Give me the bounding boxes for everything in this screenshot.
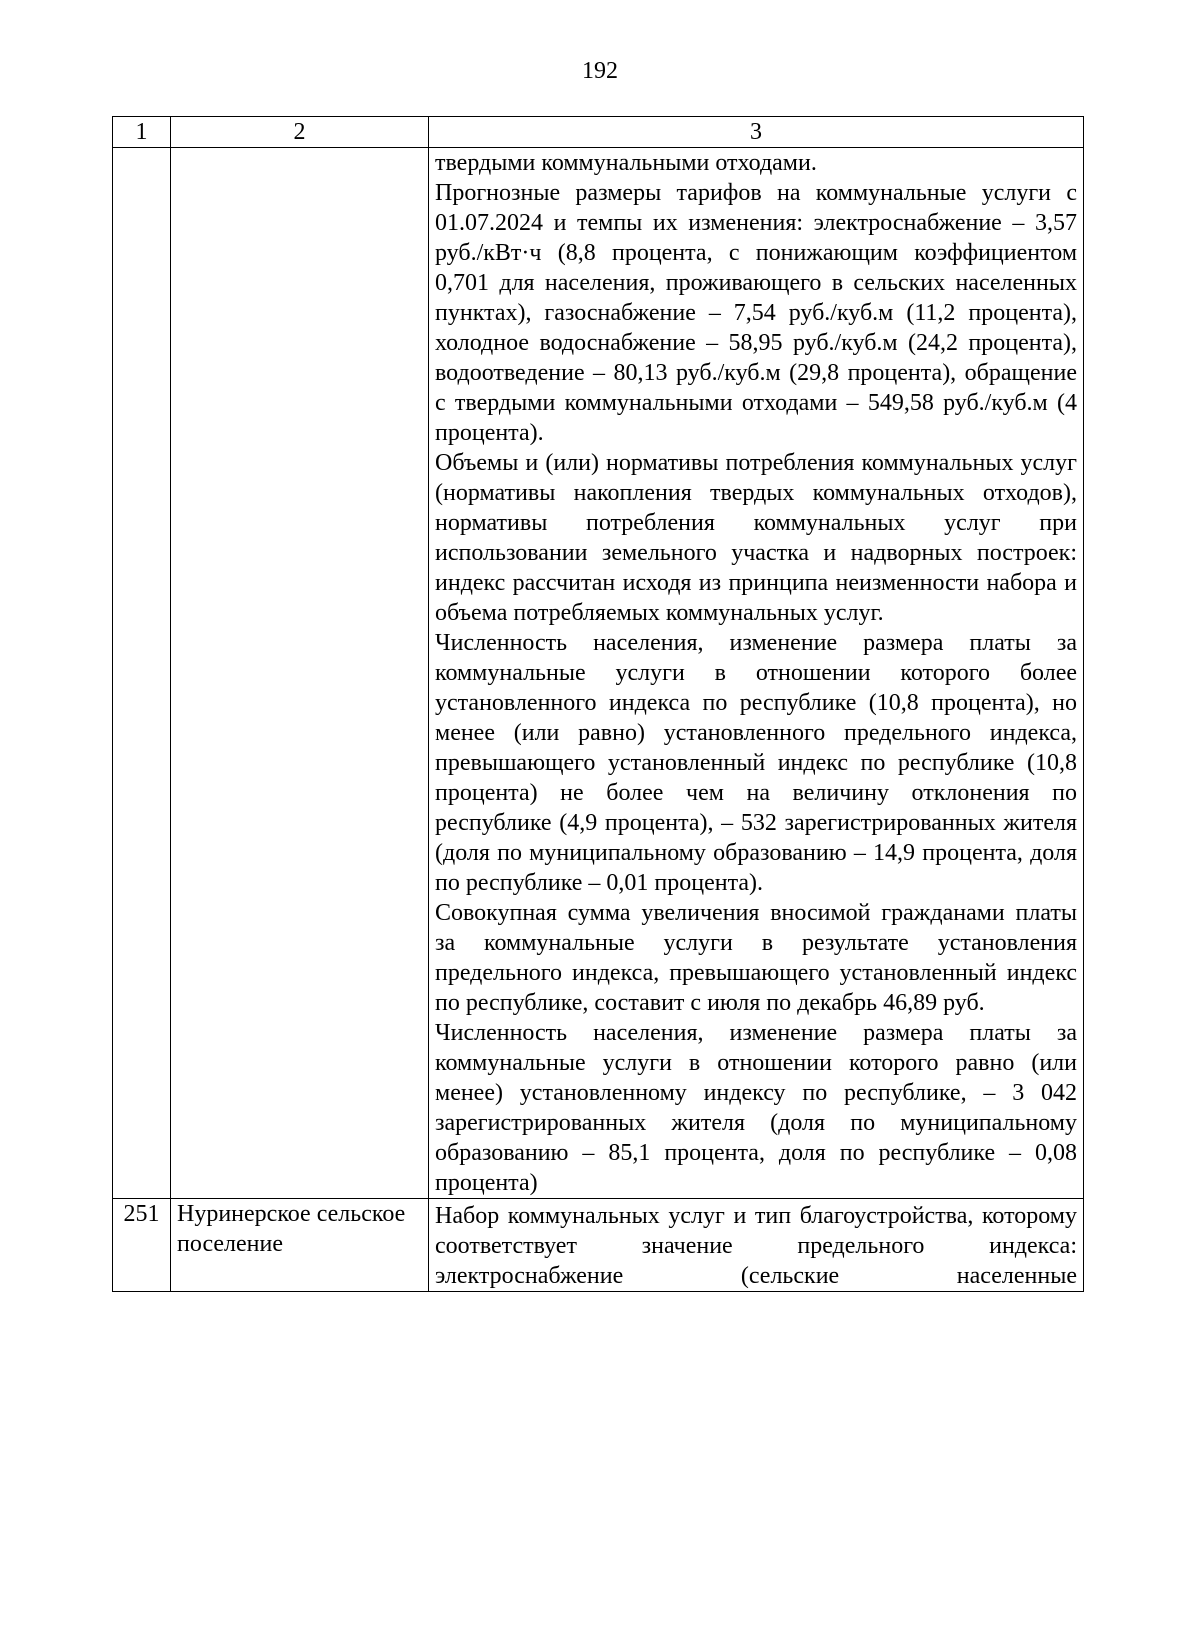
paragraph: Объемы и (или) нормативы потребления коммунальных услуг (нормативы накопления твердых коммунальных отходов), нормативы потребления коммунальных услуг при использовании земельного участка и надворных построек: индекс рассчитан исходя из принципа неизменности набора и объема потребляемых коммунальных услуг. <box>435 450 1077 626</box>
row-content <box>429 148 1084 1199</box>
municipality-name <box>171 148 429 1199</box>
row-number: 251 <box>113 1199 171 1292</box>
table-header-row <box>113 117 1084 148</box>
municipality-name: Нуринерское сельское поселение <box>171 1199 429 1292</box>
paragraph: Численность населения, изменение размера платы за коммунальные услуги в отношении которого более установленного индекса по республике (10,8 процента), но менее (или равно) установленного предельного индекса, превышающего установленный индекс по республике (10,8 процента) не более чем на величину отклонения по республике (4,9 процента), – 532 зарегистрированных жителя (доля по муниципальному образованию – 14,9 процента, доля по республике – 0,01 процента). <box>435 630 1077 896</box>
paragraph: твердыми коммунальными отходами. <box>435 150 817 176</box>
paragraph: Прогнозные размеры тарифов на коммунальные услуги с 01.07.2024 и темпы их изменения: электроснабжение – 3,57 руб./кВт·ч (8,8 процента, с понижающим коэффициентом 0,701 для населения, проживающего в сельских населенных пунктах), газоснабжение – 7,54 руб./куб.м (11,2 процента), холодное водоснабжение – 58,95 руб./куб.м (24,2 процента), водоотведение – 80,13 руб./куб.м (29,8 процента), обращение с твердыми коммунальными отходами – 549,58 руб./куб.м (4 процента). <box>435 180 1077 446</box>
table-row <box>113 148 1084 1199</box>
paragraph: Совокупная сумма увеличения вносимой гражданами платы за коммунальные услуги в результате установления предельного индекса, превышающего установленный индекс по республике, составит с июля по декабрь 46,89 руб. <box>435 900 1077 1016</box>
row-content <box>429 1199 1084 1292</box>
table-row <box>113 1199 1084 1292</box>
row-number <box>113 148 171 1199</box>
tariff-table <box>112 116 1084 1292</box>
paragraph: Численность населения, изменение размера платы за коммунальные услуги в отношении которого равно (или менее) установленному индексу по республике, – 3 042 зарегистрированных жителя (доля по муниципальному образованию – 85,1 процента, доля по республике – 0,08 процента) <box>435 1020 1077 1196</box>
paragraph: Набор коммунальных услуг и тип благоустройства, которому соответствует значение предельного индекса: электроснабжение (сельские населенные <box>435 1203 1077 1289</box>
page-number: 192 <box>582 58 618 84</box>
column-header-2: 2 <box>171 117 429 148</box>
column-header-3: 3 <box>429 117 1084 148</box>
column-header-1: 1 <box>113 117 171 148</box>
